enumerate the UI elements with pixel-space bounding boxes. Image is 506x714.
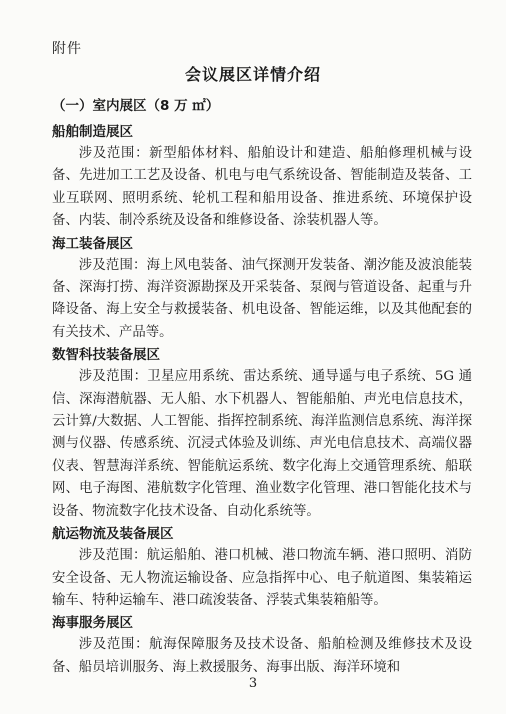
attachment-label: 附件: [52, 41, 82, 57]
zone-heading: 海事服务展区: [52, 615, 133, 632]
zone-offshore-equipment: [52, 233, 472, 345]
zone-description: 涉及范围：航海保障服务及技术设备、船舶检测及维修技术及设备、船员培训服务、海上救援服务、海事出版、海洋环境和: [52, 637, 472, 675]
zone-heading: 航运物流及装备展区: [52, 526, 174, 543]
zone-description: 涉及范围：新型船体材料、船舶设计和建造、船舶修理机械与设备、先进加工工艺及设备、机电与电气系统设备、智能制造及装备、工业互联网、照明系统、轮机工程和船用设备、推进系统、环境保护设备、内装、制冷系统及设备和维修设备、涂装机器人等。: [52, 146, 472, 229]
zone-shipbuilding: [52, 121, 472, 233]
section-heading: （一）室内展区（8 万 ㎡）: [52, 98, 220, 114]
zone-description: 涉及范围：卫星应用系统、雷达系统、通导遥与电子系统、5G 通信、深海潜航器、无人船、水下机器人、智能船舶、声光电信息技术，云计算/大数据、人工智能、指挥控制系统、海洋监测信息系统、海洋探测与仪器、传感系统、沉浸式体验及训练、声光电信息技术、高端仪器仪表、智慧海洋系统、智能航运系统、数字化海上交通管理系统、船联网、电子海图、港航数字化管理、渔业数字化管理、港口智能化技术与设备、物流数字化技术设备、自动化系统等。: [52, 369, 472, 519]
zone-digital-tech: [52, 344, 472, 523]
zone-description: 涉及范围：海上风电装备、油气探测开发装备、潮汐能及波浪能装备、深海打捞、海洋资源勘探及开采装备、泵阀与管道设备、起重与升降设备、海上安全与救援装备、机电设备、智能运维，以及其他配套的有关技术、产品等。: [52, 257, 472, 340]
zone-heading: 船舶制造展区: [52, 124, 133, 140]
document-body: [52, 95, 472, 679]
page-number: 3: [248, 676, 258, 691]
page-title: 会议展区详情介绍: [184, 65, 321, 84]
zone-shipping-logistics: [52, 523, 472, 612]
zone-heading: 海工装备展区: [52, 235, 133, 252]
zone-maritime-services: [52, 612, 472, 679]
zone-heading: 数智科技装备展区: [52, 347, 160, 364]
zone-description: 涉及范围：航运船舶、港口机械、港口物流车辆、港口照明、消防安全设备、无人物流运输设备、应急指挥中心、电子航道图、集装箱运输车、特种运输车、港口疏浚装备、浮装式集装箱船等。: [52, 548, 472, 608]
